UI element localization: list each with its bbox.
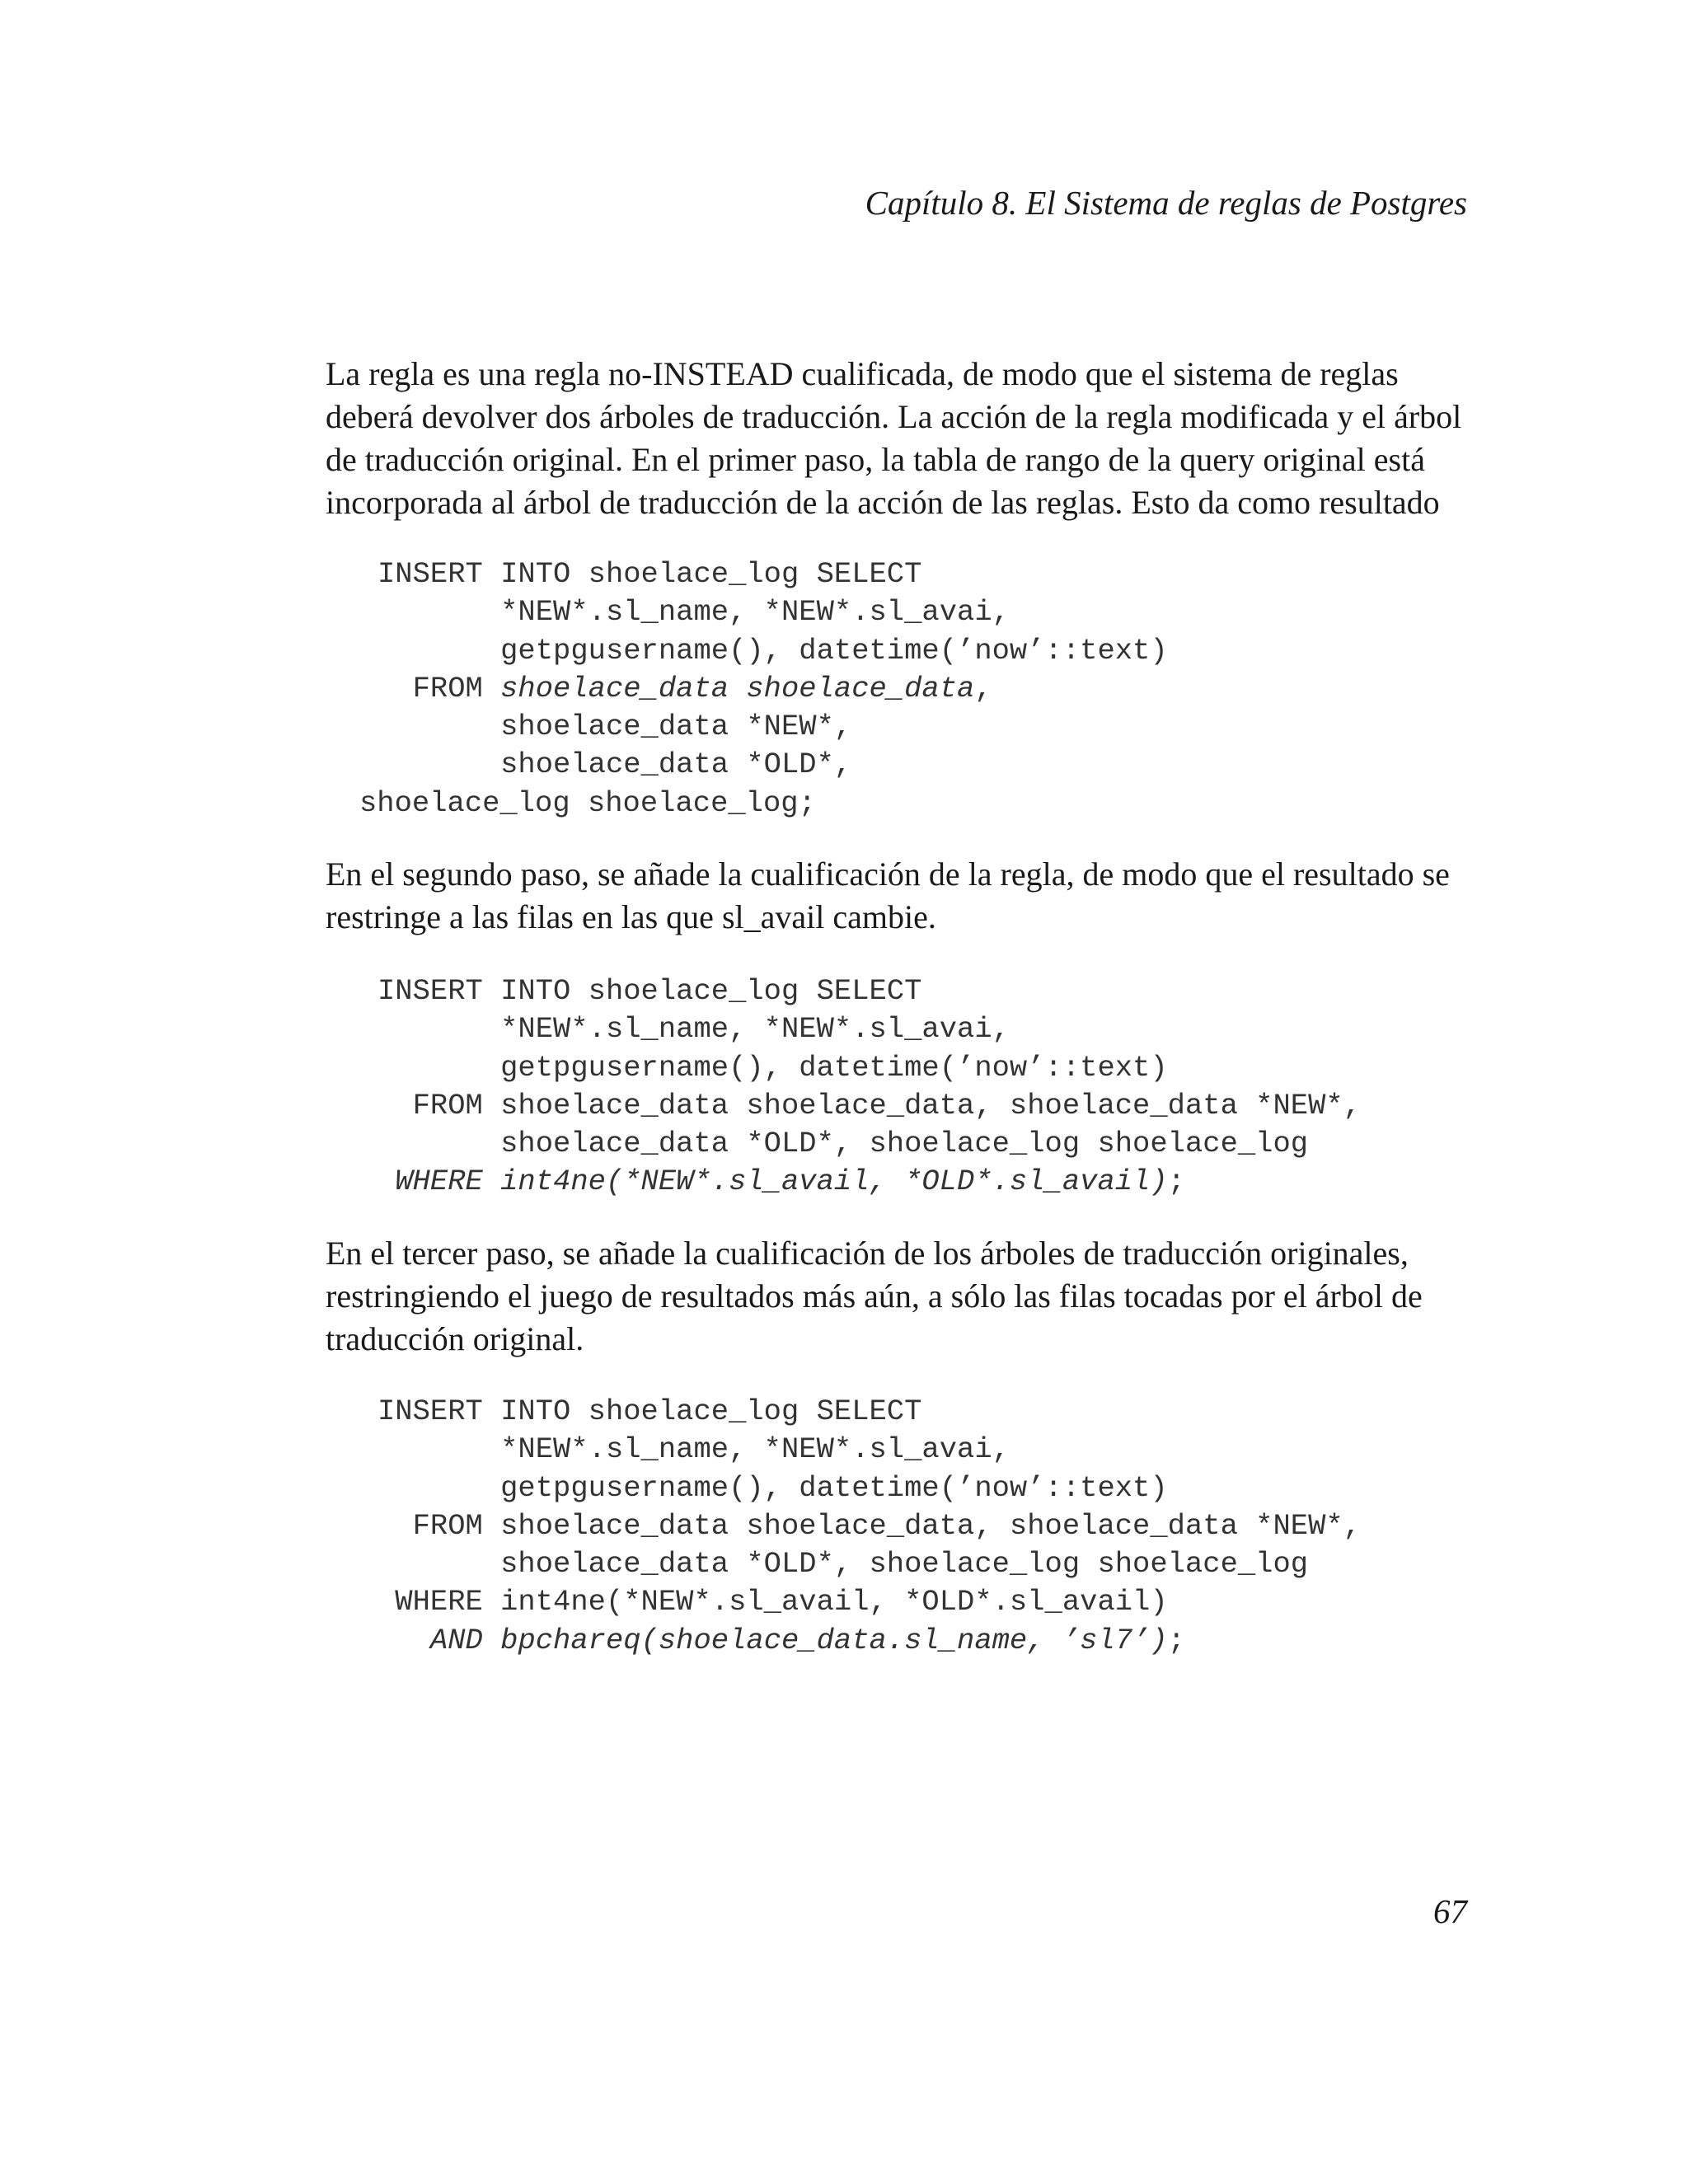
code-line [377,1393,1361,1431]
code-line [377,1010,1361,1048]
code-text: INSERT INTO shoelace_log SELECT [377,974,922,1008]
code-line [377,1507,1361,1545]
code-line [377,972,1361,1010]
paragraph-line: La regla es una regla no-INSTEAD cualificada, de modo que el sistema de reglas [326,355,1399,392]
code-line [377,1125,1361,1163]
paragraph-line: En el tercer paso, se añade la cualificación de los árboles de traducción originales, [326,1235,1409,1272]
paragraph-line: deberá devolver dos árboles de traducción. La acción de la regla modificada y el árbol [326,398,1462,435]
code-text: *NEW*.sl_name, *NEW*.sl_avai, [377,595,1010,630]
paragraph-2 [326,853,1479,939]
code-text: shoelace_data *OLD*, shoelace_log shoelace_log [377,1127,1309,1161]
code-text [377,1165,395,1198]
code-line [377,1583,1361,1621]
code-text: FROM shoelace_data shoelace_data, shoelace_data *NEW*, [377,1508,1361,1543]
code-text: , [974,671,992,705]
code-text: ; [1167,1623,1185,1657]
code-block-1 [359,555,1168,823]
code-line [377,1087,1361,1125]
code-line [377,593,1168,631]
code-text: FROM [377,671,501,705]
code-text: shoelace_log shoelace_log; [359,785,816,820]
code-line [377,1469,1361,1507]
code-text: *NEW*.sl_name, *NEW*.sl_avai, [377,1012,1010,1047]
code-block-3 [377,1393,1361,1660]
code-text: INSERT INTO shoelace_log SELECT [377,1394,922,1428]
code-line [377,1163,1361,1201]
code-line [377,670,1168,708]
paragraph-line: restringe a las filas en las que sl_avail cambie. [326,898,936,935]
code-emphasis: WHERE int4ne(*NEW*.sl_avail, *OLD*.sl_avail) [395,1165,1168,1199]
code-text [377,1624,430,1657]
code-line [377,1431,1361,1469]
paragraph-3 [326,1232,1479,1361]
code-line [377,1049,1361,1087]
paragraph-line: incorporada al árbol de traducción de la acción de las reglas. Esto da como resultado [326,484,1440,521]
code-line [377,1622,1361,1660]
code-text: shoelace_data *NEW*, [377,710,852,744]
code-text: *NEW*.sl_name, *NEW*.sl_avai, [377,1432,1010,1467]
code-text: INSERT INTO shoelace_log SELECT [377,557,922,591]
paragraph-1 [326,353,1479,524]
code-text: shoelace_data *OLD*, shoelace_log shoelace_log [377,1547,1309,1582]
code-line [377,632,1168,670]
paragraph-line: traducción original. [326,1320,584,1357]
paragraph-line: restringiendo el juego de resultados más aún, a sólo las filas tocadas por el árbol de [326,1277,1423,1315]
code-line [377,746,1168,784]
code-text: getpgusername(), datetime(’now’::text) [377,1470,1168,1505]
code-text: getpgusername(), datetime(’now’::text) [377,1050,1168,1085]
paragraph-line: En el segundo paso, se añade la cualificación de la regla, de modo que el resultado se [326,855,1450,893]
page-number: 67 [1433,1892,1467,1930]
code-text: getpgusername(), datetime(’now’::text) [377,633,1168,668]
code-line [377,1545,1361,1583]
code-emphasis: AND bpchareq(shoelace_data.sl_name, ’sl7’) [429,1623,1168,1657]
code-text: FROM shoelace_data shoelace_data, shoelace_data *NEW*, [377,1088,1361,1122]
code-text: shoelace_data *OLD*, [377,748,852,782]
code-emphasis: shoelace_data shoelace_data [500,671,975,705]
paragraph-line: de traducción original. En el primer paso, la tabla de rango de la query original está [326,441,1425,478]
code-text: ; [1167,1165,1185,1199]
code-text: WHERE int4ne(*NEW*.sl_avail, *OLD*.sl_avail) [377,1585,1168,1619]
code-line [359,785,1168,823]
code-line [377,708,1168,746]
code-block-2 [377,972,1361,1202]
running-header: Capítulo 8. El Sistema de reglas de Postgres [865,184,1467,222]
code-line [377,555,1168,593]
